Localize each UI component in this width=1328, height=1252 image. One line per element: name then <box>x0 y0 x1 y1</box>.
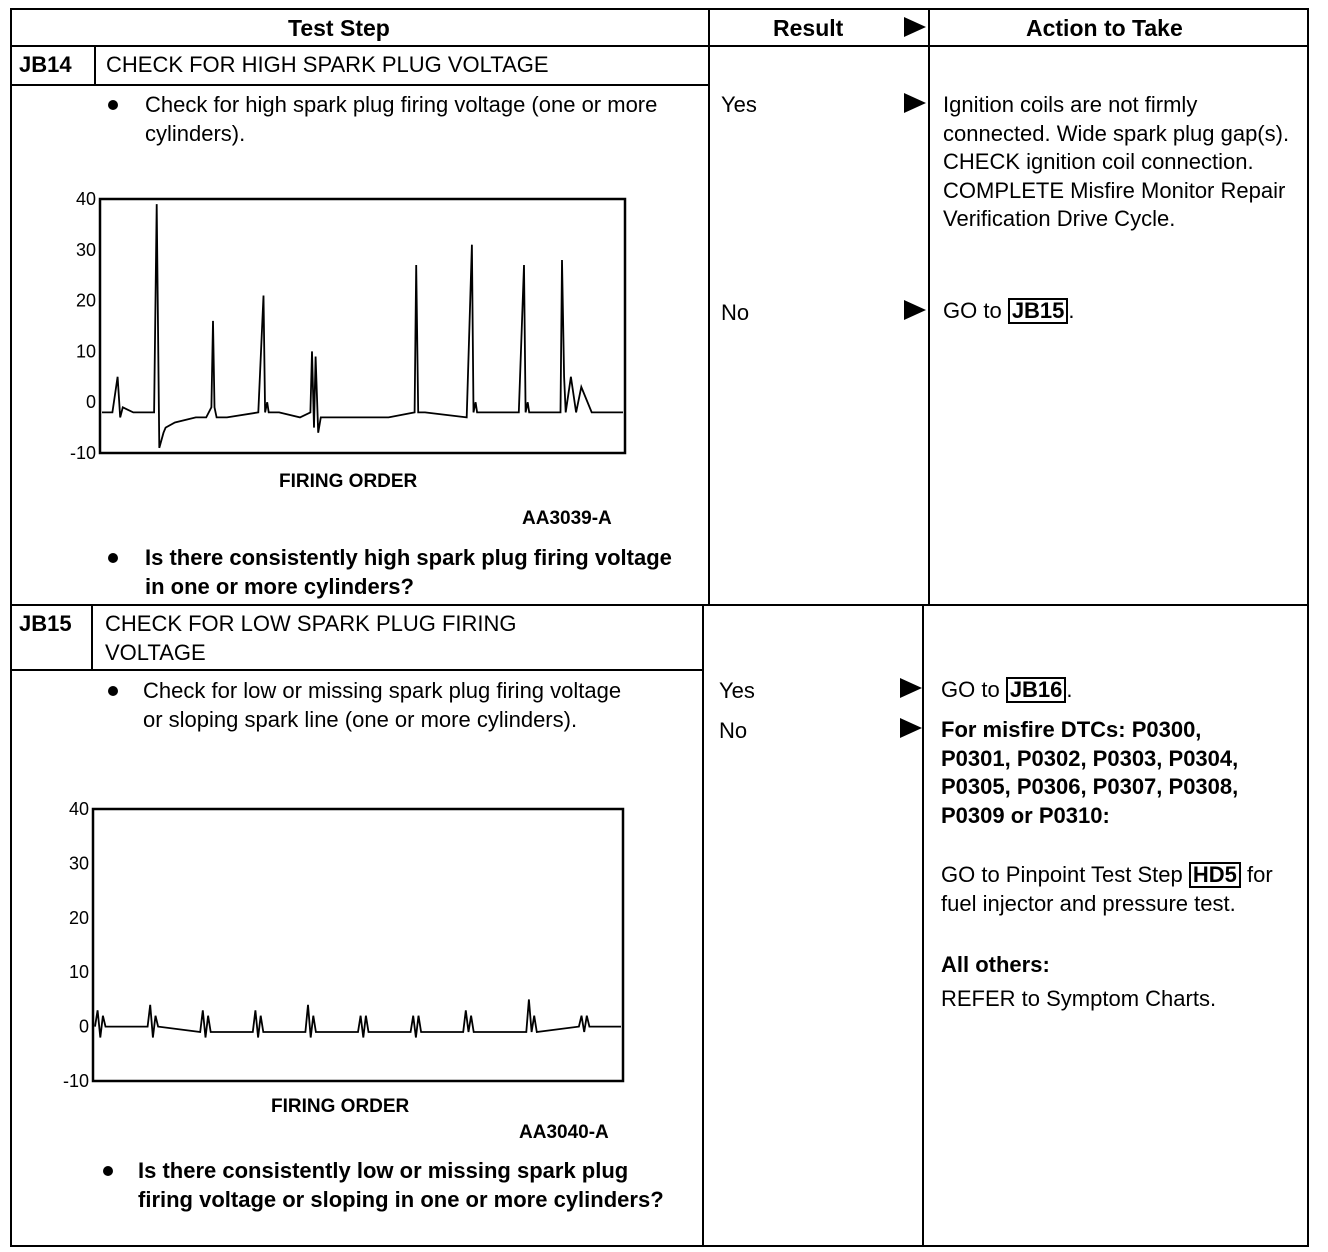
action-yes-jb15 <box>941 676 1073 705</box>
y-tick-label: 40 <box>68 799 89 819</box>
jb15-title-divider <box>10 669 704 671</box>
table-border-right <box>1307 8 1309 1247</box>
y-tick-label: 0 <box>85 392 96 413</box>
arrow-icon <box>904 93 926 113</box>
y-tick-label: 30 <box>68 853 89 874</box>
others-text: REFER to Symptom Charts. <box>941 986 1217 1011</box>
question-jb14: Is there consistently high spark plug firing voltage in one or more cylinders? <box>145 545 672 599</box>
arrow-icon <box>900 718 922 738</box>
figure-id-jb14: AA3039-A <box>522 508 612 529</box>
step-id-jb14: JB14 <box>19 52 72 77</box>
action-no-jb14-suffix: . <box>1068 298 1075 323</box>
jb14-title-divider <box>10 84 710 86</box>
header-test-step: Test Step <box>288 15 390 41</box>
step-title-jb15: CHECK FOR LOW SPARK PLUG FIRING VOLTAGE <box>105 611 517 665</box>
plot-frame <box>93 809 623 1081</box>
pinpoint-suffix: for fuel injector and pressure test. <box>941 862 1273 916</box>
plot-frame <box>100 199 625 453</box>
y-tick-label: 40 <box>75 189 96 209</box>
jb15-id-divider <box>91 604 93 670</box>
action-yes-jb15-prefix: GO to <box>941 677 1000 702</box>
y-tick-label: 30 <box>75 239 96 260</box>
col-sep-step-result <box>708 8 710 606</box>
table-border-bottom <box>10 1245 1309 1247</box>
col-sep-result-action <box>928 8 930 606</box>
bullet-icon <box>108 553 118 563</box>
ref-link-jb15[interactable]: JB15 <box>1008 298 1069 324</box>
header-arrow-icon <box>904 17 926 37</box>
series-line <box>102 204 623 448</box>
instruction-jb15: Check for low or missing spark plug firing voltage or sloping spark line (one or more cylinders). <box>143 678 622 732</box>
y-tick-label: -10 <box>69 443 96 463</box>
y-tick-label: 0 <box>78 1016 89 1037</box>
jb14-id-divider <box>94 45 96 85</box>
header-action: Action to Take <box>1026 15 1183 41</box>
figure-id-jb15: AA3040-A <box>519 1122 609 1143</box>
chart-jb15 <box>55 795 645 1095</box>
action-no-jb14-prefix: GO to <box>943 298 1002 323</box>
step-id-jb15: JB15 <box>19 611 72 636</box>
y-tick-label: 10 <box>68 962 89 983</box>
col-sep-result-action-2 <box>922 604 924 1247</box>
y-tick-label: 20 <box>75 290 96 311</box>
step-title-jb14: CHECK FOR HIGH SPARK PLUG VOLTAGE <box>106 52 549 77</box>
chart-jb14 <box>55 185 645 470</box>
chart-jb15-xlabel: FIRING ORDER <box>271 1096 410 1117</box>
header-divider <box>10 45 1309 47</box>
result-yes-jb15: Yes <box>719 678 755 703</box>
ref-link-jb16[interactable]: JB16 <box>1006 677 1067 703</box>
action-yes-jb14: Ignition coils are not firmly connected. Wide spark plug gap(s). CHECK ignition coil connection. COMPLETE Misfire Monitor Repair Verification Drive Cycle. <box>943 92 1290 231</box>
instruction-jb14: Check for high spark plug firing voltage (one or more cylinders). <box>145 92 658 146</box>
y-tick-label: 10 <box>75 341 96 362</box>
arrow-icon <box>904 300 926 320</box>
result-no-jb14: No <box>721 300 750 325</box>
question-jb15: Is there consistently low or missing spark plug firing voltage or sloping in one or more cylinders? <box>138 1158 664 1212</box>
ref-link-hd5[interactable]: HD5 <box>1189 862 1241 888</box>
table-border-left <box>10 8 12 1247</box>
misfire-heading: For misfire DTCs: P0300, P0301, P0302, P0303, P0304, P0305, P0306, P0307, P0308, P0309 or P0310: <box>941 717 1239 828</box>
bullet-icon <box>108 686 118 696</box>
action-no-jb14 <box>943 297 1075 326</box>
pinpoint-prefix: GO to Pinpoint Test Step <box>941 862 1183 887</box>
result-no-jb15: No <box>719 718 748 743</box>
y-tick-label: 20 <box>68 907 89 928</box>
bullet-icon <box>108 100 118 110</box>
pinpoint-action <box>941 861 1291 918</box>
table-border-top <box>10 8 1309 10</box>
chart-jb14-xlabel: FIRING ORDER <box>279 471 418 492</box>
col-sep-step-result-2 <box>702 604 704 1247</box>
y-tick-label: -10 <box>62 1071 89 1091</box>
others-heading: All others: <box>941 952 1050 977</box>
action-yes-jb15-suffix: . <box>1066 677 1073 702</box>
result-yes-jb14: Yes <box>721 92 757 117</box>
arrow-icon <box>900 678 922 698</box>
bullet-icon <box>103 1166 113 1176</box>
series-line <box>95 999 621 1037</box>
header-result: Result <box>773 15 844 41</box>
row-divider <box>10 604 1309 606</box>
